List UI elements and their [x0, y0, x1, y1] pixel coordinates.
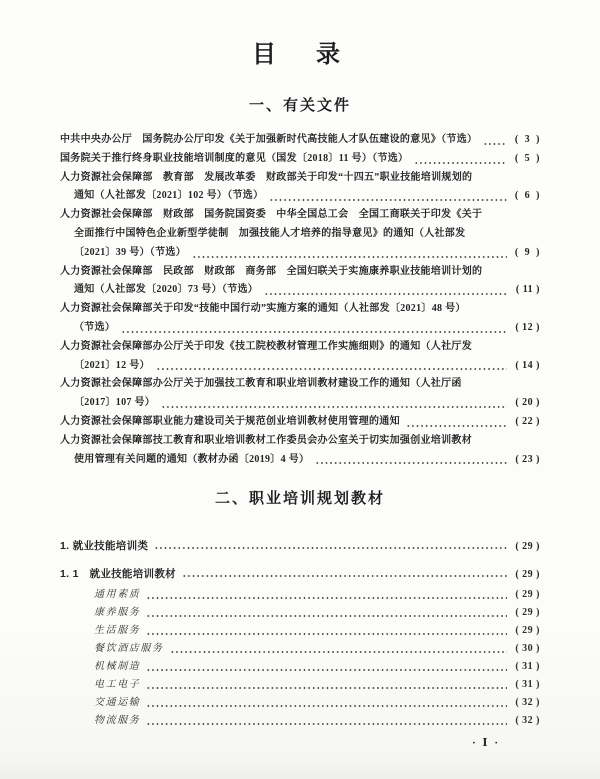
toc-entry [60, 206, 540, 225]
toc-entry [60, 567, 540, 582]
toc-entry-text: 中共中央办公厅 国务院办公厅印发《关于加强新时代高技能人才队伍建设的意见》（节选） [60, 134, 478, 145]
toc-entry-text: 人力资源社会保障部技工教育和职业培训教材工作委员会办公室关于切实加强创业培训教材 [60, 434, 472, 446]
toc-entry-text: 餐饮酒店服务 [94, 643, 164, 655]
toc-entry [60, 375, 540, 394]
section-heading-related-documents: 一、有关文件 [248, 97, 351, 114]
dot-leader [156, 357, 507, 376]
toc-entry-text: 〔2021〕12 号） [74, 359, 150, 371]
page-number: ( 31 ) [515, 661, 540, 673]
toc-list-related-documents [60, 131, 540, 469]
page-number: ( 3 ) [514, 134, 540, 145]
toc-entry [60, 676, 540, 694]
page-number: ( 9 ) [514, 246, 540, 258]
toc-entry-text: 〔2017〕107 号） [74, 397, 156, 409]
toc-entry-text: 交通运输 [94, 697, 141, 709]
page-number: ( 29 ) [515, 625, 540, 637]
dot-leader [154, 539, 507, 554]
page-number: ( 32 ) [515, 697, 540, 709]
toc-entry [60, 586, 540, 604]
toc-entry [60, 225, 540, 244]
toc-entry-text: （节选） [74, 321, 116, 333]
toc-entry-text: 使用管理有关问题的通知（教材办函〔2019〕4 号） [74, 453, 310, 465]
toc-entry [60, 338, 540, 357]
toc-entry [60, 263, 540, 282]
toc-entry [60, 658, 540, 676]
toc-entry-text: 〔2021〕39 号）（节选） [74, 246, 186, 258]
page-number: ( 29 ) [515, 607, 540, 619]
toc-entry-text: 通知（人社部发〔2021〕102 号）（节选） [74, 190, 264, 202]
toc-entry [60, 394, 540, 413]
toc-entry-text: 人力资源社会保障部办公厅关于加强技工教育和职业培训教材建设工作的通知（人社厅函 [60, 378, 462, 390]
dot-leader [146, 712, 507, 730]
toc-entry [60, 413, 540, 432]
page-footer [0, 736, 600, 749]
page-number: ( 5 ) [514, 152, 540, 164]
toc-entry [60, 451, 540, 470]
toc-entry-text: 1. 1 就业技能培训教材 [60, 568, 176, 581]
page-number: ( 30 ) [515, 643, 540, 655]
toc-entry [60, 712, 540, 730]
toc-entry [60, 281, 540, 300]
toc-entry [60, 319, 540, 338]
dot-leader [121, 319, 507, 338]
toc-entry-text: 人力资源社会保障部 民政部 财政部 商务部 全国妇联关于实施康养职业技能培训计划的 [60, 265, 483, 277]
page-number: ( 29 ) [515, 589, 540, 601]
toc-entry [60, 150, 540, 169]
folio-page-number: · Ⅰ · [472, 737, 500, 750]
toc-entry [60, 694, 540, 712]
dot-leader [161, 394, 507, 413]
toc-entry-text: 全面推行中国特色企业新型学徒制 加强技能人才培养的指导意见》的通知（人社部发 [74, 227, 466, 239]
section-heading-training-materials: 二、职业培训规划教材 [214, 490, 385, 508]
dot-leader [414, 150, 507, 169]
toc-entry [60, 187, 540, 206]
dot-leader [146, 604, 507, 622]
page-number: ( 6 ) [514, 190, 540, 202]
dot-leader [146, 658, 507, 676]
dot-leader [146, 694, 507, 712]
toc-entry [60, 432, 540, 451]
toc-list-training-materials [60, 539, 540, 730]
page-number: ( 11 ) [515, 284, 540, 296]
dot-leader [269, 187, 507, 206]
page-number: ( 22 ) [515, 415, 540, 427]
toc-entry-text: 物流服务 [94, 715, 141, 727]
page-number: ( 20 ) [515, 397, 540, 409]
toc-entry-text: 人力资源社会保障部关于印发“技能中国行动”实施方案的通知（人社部发〔2021〕48 号） [60, 303, 466, 315]
dot-leader [192, 244, 507, 263]
page-title: 目 录 [252, 42, 348, 68]
page-number: ( 31 ) [515, 679, 540, 691]
toc-entry-text: 人力资源社会保障部 财政部 国务院国资委 中华全国总工会 全国工商联关于印发《关于 [60, 209, 483, 221]
toc-entry-text: 人力资源社会保障部职业能力建设司关于规范创业培训教材使用管理的通知 [60, 415, 400, 427]
toc-entry-text: 国务院关于推行终身职业技能培训制度的意见（国发〔2018〕11 号）（节选） [60, 152, 409, 164]
dot-leader [483, 131, 507, 150]
page-number: ( 29 ) [515, 541, 540, 553]
toc-entry [60, 640, 540, 658]
dot-leader [182, 567, 507, 582]
toc-entry [60, 244, 540, 263]
dot-leader [146, 622, 507, 640]
toc-entry-text: 通用素质 [94, 589, 141, 601]
page-number: ( 14 ) [515, 359, 540, 371]
page-number: ( 23 ) [515, 453, 540, 465]
section-related-documents [0, 96, 600, 469]
toc-entry-text: 通知（人社部发〔2020〕73 号）（节选） [74, 284, 259, 296]
toc-entry [60, 357, 540, 376]
section-training-materials [0, 489, 600, 730]
toc-entry-text: 电工电子 [94, 679, 141, 691]
toc-entry [60, 169, 540, 188]
toc-entry-text: 生活服务 [94, 625, 141, 637]
toc-entry [60, 622, 540, 640]
page-number: ( 32 ) [515, 715, 540, 727]
dot-leader [146, 586, 507, 604]
dot-leader [264, 281, 507, 300]
toc-entry [60, 300, 540, 319]
dot-leader [406, 413, 507, 432]
toc-entry-text: 人力资源社会保障部办公厅关于印发《技工院校教材管理工作实施细则》的通知（人社厅发 [60, 340, 472, 352]
dot-leader [146, 676, 507, 694]
toc-entry-text: 人力资源社会保障部 教育部 发展改革委 财政部关于印发“十四五”职业技能培训规划的 [60, 171, 473, 183]
toc-entry-text: 康养服务 [94, 607, 141, 619]
page-number: ( 12 ) [515, 321, 540, 333]
toc-entry-text: 机械制造 [94, 661, 141, 673]
page-number: ( 29 ) [515, 569, 540, 581]
toc-entry [60, 539, 540, 554]
toc-entry [60, 604, 540, 622]
toc-entry-text: 1. 就业技能培训类 [60, 540, 149, 553]
dot-leader [315, 451, 507, 470]
dot-leader [170, 640, 507, 658]
toc-entry [60, 131, 540, 150]
